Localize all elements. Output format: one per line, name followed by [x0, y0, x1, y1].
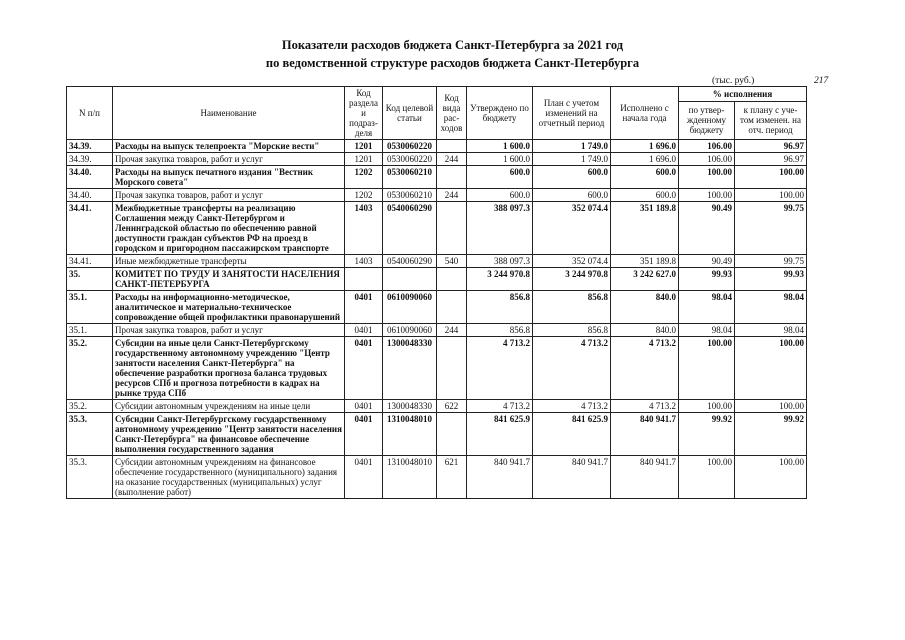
row-pct-approved-cell: 100.00 — [679, 189, 735, 202]
row-expense-type-cell: 244 — [437, 153, 467, 166]
header-section-code: Код раздела и подраз-деля — [345, 87, 383, 140]
row-pct-plan-cell: 100.00 — [735, 456, 807, 499]
row-executed-cell: 351 189.8 — [611, 255, 679, 268]
row-name-cell: Прочая закупка товаров, работ и услуг — [113, 189, 345, 202]
row-executed-cell: 600.0 — [611, 166, 679, 189]
row-target-code-cell: 0610090060 — [383, 291, 437, 324]
table-row — [67, 189, 807, 202]
row-executed-cell: 840.0 — [611, 324, 679, 337]
document-title-line1: Показатели расходов бюджета Санкт-Петербурга за 2021 год — [281, 38, 624, 52]
row-executed-cell: 4 713.2 — [611, 337, 679, 400]
row-target-code-cell: 0530060220 — [383, 140, 437, 153]
row-pct-plan-cell: 99.75 — [735, 202, 807, 255]
row-executed-cell: 4 713.2 — [611, 400, 679, 413]
row-pct-plan-cell: 100.00 — [735, 400, 807, 413]
table-row — [67, 324, 807, 337]
row-executed-cell: 600.0 — [611, 189, 679, 202]
row-number-cell: 34.39. — [67, 140, 113, 153]
row-expense-type-cell: 244 — [437, 324, 467, 337]
row-number-cell: 34.40. — [67, 189, 113, 202]
row-pct-plan-cell: 99.92 — [735, 413, 807, 456]
row-executed-cell: 1 696.0 — [611, 140, 679, 153]
row-name-cell: Субсидии Санкт-Петербургскому государственному автономному учреждению "Центр занятости населения Санкт-Петербурга" на финансовое обеспечение выполнения государственного задания — [113, 413, 345, 456]
row-number-cell: 34.40. — [67, 166, 113, 189]
row-name-cell: Расходы на выпуск печатного издания "Вестник Морского совета" — [113, 166, 345, 189]
row-approved-cell: 388 097.3 — [467, 202, 533, 255]
row-pct-approved-cell: 90.49 — [679, 202, 735, 255]
row-section-code-cell: 1202 — [345, 189, 383, 202]
row-approved-cell: 600.0 — [467, 189, 533, 202]
row-target-code-cell: 0530060210 — [383, 166, 437, 189]
row-pct-approved-cell: 90.49 — [679, 255, 735, 268]
row-section-code-cell: 0401 — [345, 291, 383, 324]
row-pct-approved-cell: 106.00 — [679, 153, 735, 166]
table-row — [67, 153, 807, 166]
row-target-code-cell — [383, 268, 437, 291]
row-target-code-cell: 1310048010 — [383, 456, 437, 499]
row-approved-cell: 4 713.2 — [467, 337, 533, 400]
row-target-code-cell: 0610090060 — [383, 324, 437, 337]
units-label: (тыс. руб.) — [712, 76, 755, 86]
page-number: 217 — [814, 76, 829, 86]
header-target-code: Код целевой статьи — [383, 87, 437, 140]
row-executed-cell: 3 242 627.0 — [611, 268, 679, 291]
header-approved: Утверждено по бюджету — [467, 87, 533, 140]
table-row — [67, 291, 807, 324]
header-num: N п/п — [67, 87, 113, 140]
row-approved-cell: 4 713.2 — [467, 400, 533, 413]
row-expense-type-cell — [437, 166, 467, 189]
row-expense-type-cell — [437, 140, 467, 153]
row-executed-cell: 1 696.0 — [611, 153, 679, 166]
row-pct-approved-cell: 100.00 — [679, 400, 735, 413]
row-expense-type-cell — [437, 337, 467, 400]
row-approved-cell: 3 244 970.8 — [467, 268, 533, 291]
row-expense-type-cell: 621 — [437, 456, 467, 499]
header-pct-plan: к плану с уче-том изменен. на отч. период — [735, 101, 807, 139]
table-row — [67, 337, 807, 400]
row-number-cell: 34.39. — [67, 153, 113, 166]
header-expense-type-code: Код вида рас-ходов — [437, 87, 467, 140]
row-approved-cell: 841 625.9 — [467, 413, 533, 456]
row-section-code-cell: 0401 — [345, 324, 383, 337]
row-number-cell: 35.2. — [67, 400, 113, 413]
row-name-cell: Субсидии автономным учреждениям на финансовое обеспечение государственного (муниципального) задания на оказание государственных (муниципальных) услуг (выполнение работ) — [113, 456, 345, 499]
row-section-code-cell: 0401 — [345, 400, 383, 413]
row-name-cell: Субсидии автономным учреждениям на иные цели — [113, 400, 345, 413]
row-expense-type-cell: 244 — [437, 189, 467, 202]
table-row — [67, 413, 807, 456]
row-number-cell: 35.3. — [67, 413, 113, 456]
row-approved-cell: 1 600.0 — [467, 153, 533, 166]
row-section-code-cell: 1403 — [345, 202, 383, 255]
header-name: Наименование — [113, 87, 345, 140]
row-pct-approved-cell: 100.00 — [679, 166, 735, 189]
row-approved-cell: 1 600.0 — [467, 140, 533, 153]
row-pct-approved-cell: 99.93 — [679, 268, 735, 291]
row-expense-type-cell — [437, 202, 467, 255]
row-plan-cell: 352 074.4 — [533, 202, 611, 255]
row-pct-approved-cell: 99.92 — [679, 413, 735, 456]
row-pct-plan-cell: 99.93 — [735, 268, 807, 291]
row-approved-cell: 840 941.7 — [467, 456, 533, 499]
table-row — [67, 202, 807, 255]
row-plan-cell: 352 074.4 — [533, 255, 611, 268]
row-number-cell: 35.3. — [67, 456, 113, 499]
table-row — [67, 140, 807, 153]
row-target-code-cell: 1300048330 — [383, 400, 437, 413]
row-name-cell: Межбюджетные трансферты на реализацию Соглашения между Санкт-Петербургом и Ленинградской областью по обеспечению равной доступности граждан субъектов РФ на проезд в городском и пригородном пассажирском транспорте — [113, 202, 345, 255]
row-section-code-cell: 0401 — [345, 456, 383, 499]
row-name-cell: Расходы на выпуск телепроекта "Морские вести" — [113, 140, 345, 153]
header-plan: План с учетом изменений на отчетный период — [533, 87, 611, 140]
row-plan-cell: 4 713.2 — [533, 337, 611, 400]
row-executed-cell: 840 941.7 — [611, 413, 679, 456]
row-target-code-cell: 0540060290 — [383, 202, 437, 255]
row-name-cell: Субсидии на иные цели Санкт-Петербургскому государственному автономному учреждению "Центр занятости населения Санкт-Петербурга" на обеспечение разработки прогноза баланса трудовых ресурсов СПб и прогноза потребности в кадрах на рынке труда СПб — [113, 337, 345, 400]
row-pct-plan-cell: 99.75 — [735, 255, 807, 268]
row-plan-cell: 1 749.0 — [533, 140, 611, 153]
budget-table-body — [67, 140, 807, 499]
row-target-code-cell: 1310048010 — [383, 413, 437, 456]
row-name-cell: КОМИТЕТ ПО ТРУДУ И ЗАНЯТОСТИ НАСЕЛЕНИЯ САНКТ-ПЕТЕРБУРГА — [113, 268, 345, 291]
table-row — [67, 400, 807, 413]
row-plan-cell: 600.0 — [533, 166, 611, 189]
row-target-code-cell: 0530060220 — [383, 153, 437, 166]
row-plan-cell: 3 244 970.8 — [533, 268, 611, 291]
row-pct-approved-cell: 106.00 — [679, 140, 735, 153]
document-title-line2: по ведомственной структуре расходов бюджета Санкт-Петербурга — [265, 56, 640, 70]
row-pct-plan-cell: 96.97 — [735, 140, 807, 153]
row-target-code-cell: 0540060290 — [383, 255, 437, 268]
row-plan-cell: 856.8 — [533, 324, 611, 337]
row-approved-cell: 600.0 — [467, 166, 533, 189]
row-pct-plan-cell: 100.00 — [735, 166, 807, 189]
row-pct-approved-cell: 100.00 — [679, 456, 735, 499]
row-pct-approved-cell: 100.00 — [679, 337, 735, 400]
table-row — [67, 166, 807, 189]
row-pct-plan-cell: 98.04 — [735, 291, 807, 324]
row-expense-type-cell — [437, 268, 467, 291]
row-section-code-cell: 0401 — [345, 337, 383, 400]
row-section-code-cell: 1201 — [345, 140, 383, 153]
row-section-code-cell: 1201 — [345, 153, 383, 166]
header-pct-approved: по утвер-жденному бюджету — [679, 101, 735, 139]
budget-table — [66, 86, 807, 499]
row-target-code-cell: 0530060210 — [383, 189, 437, 202]
row-section-code-cell: 0401 — [345, 413, 383, 456]
row-section-code-cell: 1403 — [345, 255, 383, 268]
row-number-cell: 34.41. — [67, 202, 113, 255]
row-pct-plan-cell: 100.00 — [735, 189, 807, 202]
row-name-cell: Прочая закупка товаров, работ и услуг — [113, 153, 345, 166]
row-expense-type-cell — [437, 291, 467, 324]
row-expense-type-cell: 540 — [437, 255, 467, 268]
row-executed-cell: 840 941.7 — [611, 456, 679, 499]
row-name-cell: Прочая закупка товаров, работ и услуг — [113, 324, 345, 337]
row-plan-cell: 856.8 — [533, 291, 611, 324]
row-executed-cell: 840.0 — [611, 291, 679, 324]
row-pct-plan-cell: 100.00 — [735, 337, 807, 400]
row-name-cell: Иные межбюджетные трансферты — [113, 255, 345, 268]
row-number-cell: 34.41. — [67, 255, 113, 268]
header-execution-percent: % исполнения — [679, 87, 807, 102]
row-target-code-cell: 1300048330 — [383, 337, 437, 400]
row-number-cell: 35. — [67, 268, 113, 291]
row-expense-type-cell — [437, 413, 467, 456]
row-executed-cell: 351 189.8 — [611, 202, 679, 255]
table-row — [67, 268, 807, 291]
row-expense-type-cell: 622 — [437, 400, 467, 413]
row-pct-plan-cell: 96.97 — [735, 153, 807, 166]
row-pct-approved-cell: 98.04 — [679, 324, 735, 337]
row-pct-plan-cell: 98.04 — [735, 324, 807, 337]
row-section-code-cell — [345, 268, 383, 291]
row-section-code-cell: 1202 — [345, 166, 383, 189]
row-approved-cell: 856.8 — [467, 324, 533, 337]
header-executed: Исполнено с начала года — [611, 87, 679, 140]
row-name-cell: Расходы на информационно-методическое, аналитическое и материально-техническое сопровождение общей профилактики правонарушений — [113, 291, 345, 324]
row-plan-cell: 840 941.7 — [533, 456, 611, 499]
row-plan-cell: 600.0 — [533, 189, 611, 202]
row-pct-approved-cell: 98.04 — [679, 291, 735, 324]
row-plan-cell: 1 749.0 — [533, 153, 611, 166]
row-number-cell: 35.1. — [67, 324, 113, 337]
row-number-cell: 35.2. — [67, 337, 113, 400]
row-plan-cell: 4 713.2 — [533, 400, 611, 413]
table-row — [67, 456, 807, 499]
table-row — [67, 255, 807, 268]
row-approved-cell: 388 097.3 — [467, 255, 533, 268]
row-plan-cell: 841 625.9 — [533, 413, 611, 456]
row-approved-cell: 856.8 — [467, 291, 533, 324]
row-number-cell: 35.1. — [67, 291, 113, 324]
